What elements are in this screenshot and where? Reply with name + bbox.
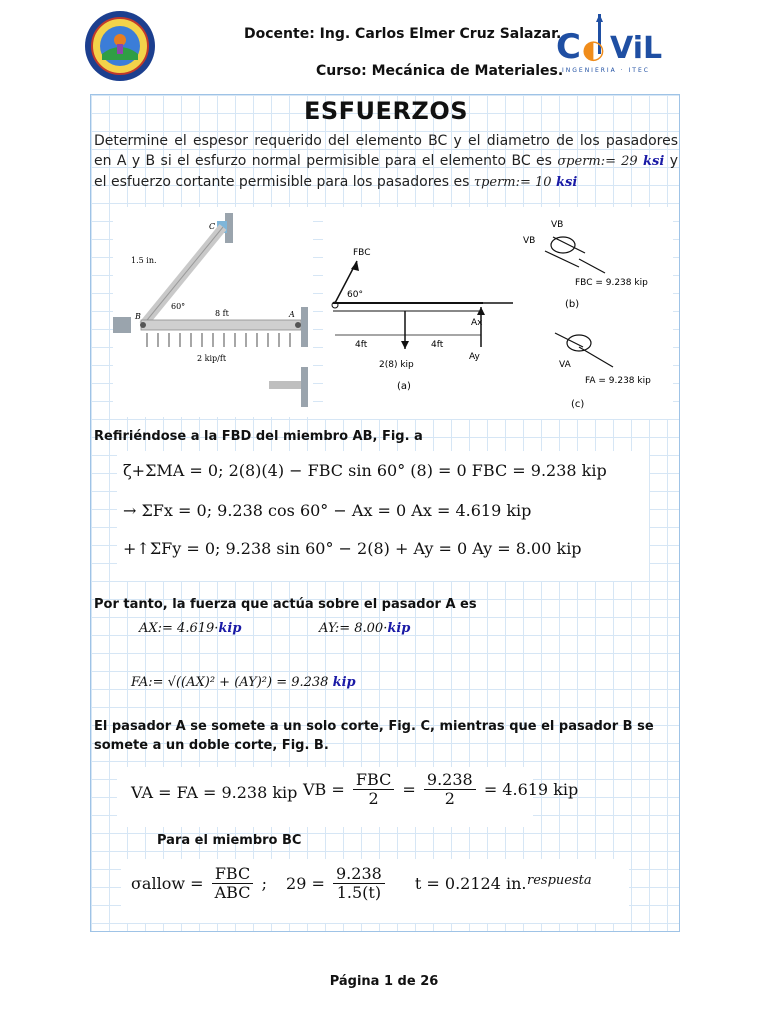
tau-unit: ksi: [556, 175, 578, 190]
fbc-value-b: FBC = 9.238 kip: [575, 278, 648, 288]
fa-unit: kip: [332, 675, 356, 690]
mid-fraction: [333, 865, 385, 902]
curso-line: Curso: Mecánica de Materiales.: [316, 63, 564, 79]
sigma-lhs: σallow =: [131, 874, 204, 893]
label-b: B: [135, 312, 141, 321]
problem-statement: [94, 131, 678, 193]
label-a: A: [289, 310, 295, 319]
shear-equations: [117, 767, 579, 827]
fbc-label: FBC: [353, 248, 371, 258]
eq-vb: VB = $\frac{\text{FBC}}{2}$ = $\frac{9.238}{2}$ = 4.619 kip: [303, 770, 579, 808]
mid-den: 1.5(t): [336, 883, 382, 902]
fa-assign: [131, 675, 356, 690]
vb-result: = 4.619 kip: [483, 780, 579, 799]
ay-unit: kip: [387, 621, 411, 636]
length-label: 8 ft: [215, 309, 229, 318]
eq-sum-fy: +↑ΣFy = 0; 9.238 sin 60° − 2(8) + Ay = 0 Ay = 8.00 kip: [123, 539, 582, 558]
ay-label: Ay: [469, 352, 480, 362]
svg-text:INGENIERIA · ITEC: INGENIERIA · ITEC: [562, 67, 650, 74]
dim-4ft-2: 4ft: [431, 340, 444, 350]
page-footer: Página 1 de 26: [329, 974, 439, 989]
vb-mid-fraction: [424, 771, 476, 808]
vb-label-2: VB: [523, 236, 536, 246]
fa-value-c: FA = 9.238 kip: [585, 376, 651, 386]
ay-expr: AY:= 8.00·: [319, 621, 388, 636]
ax-unit: kip: [218, 621, 242, 636]
eq-va: VA = FA = 9.238 kip: [131, 783, 298, 802]
tau-perm: τperm:= 10: [473, 175, 552, 190]
caption-a: (a): [397, 381, 411, 392]
sigma-num: FBC: [212, 865, 254, 884]
equilibrium-equations: [117, 451, 649, 581]
stress-equation: [121, 859, 629, 923]
mid-num: 9.238: [333, 865, 385, 884]
heading-force-pin-a: Por tanto, la fuerza que actúa sobre el pasador A es: [94, 597, 477, 612]
page-header: [0, 0, 768, 92]
ax-assign: [139, 621, 241, 636]
sigma-den: ABC: [214, 883, 251, 902]
docente-line: Docente: Ing. Carlos Elmer Cruz Salazar.: [244, 26, 562, 42]
heading-member-bc: Para el miembro BC: [157, 833, 302, 848]
ax-label: Ax: [471, 318, 483, 328]
page-title: ESFUERZOS: [303, 97, 469, 125]
vb-mid-num: 9.238: [424, 771, 476, 790]
svg-text:ViL: ViL: [610, 31, 663, 66]
svg-text:C: C: [556, 27, 581, 67]
dim-thickness: 1.5 in.: [131, 256, 157, 265]
vb-lhs: VB =: [303, 780, 345, 799]
angle-label-fbd: 60°: [347, 290, 363, 300]
fa-expr: FA:= √((AX)² + (AY)²) = 9.238: [131, 675, 329, 690]
angle-label: 60°: [171, 302, 186, 311]
eq-moment: ζ+ΣMA = 0; 2(8)(4) − FBC sin 60° (8) = 0 FBC = 9.238 kip: [123, 461, 607, 480]
vb-num: FBC: [353, 771, 394, 790]
respuesta-label: respuesta: [527, 873, 592, 888]
civil-logo-icon: [554, 12, 676, 78]
problem-text-2: y el esfuerzo cortante permisible para los pasadores es: [94, 153, 678, 190]
vb-label: VB: [551, 220, 564, 230]
load-label: 2 kip/ft: [197, 354, 227, 363]
svg-text:◐: ◐: [582, 35, 605, 65]
worksheet: [90, 94, 680, 932]
dim-4ft-1: 4ft: [355, 340, 368, 350]
vb-mid-den: 2: [444, 789, 455, 808]
free-body-diagrams-figure: [323, 207, 673, 419]
sigma-unit: ksi: [643, 154, 665, 169]
va-label: VA: [559, 360, 571, 370]
vb-den: 2: [368, 789, 379, 808]
sigma-fraction: [212, 865, 254, 902]
vb-fraction: [353, 771, 394, 808]
t-result: t = 0.2124 in.: [414, 874, 527, 893]
eq-sigma: σallow = $\frac{\text{FBC}}{\text{ABC}}$ ; 29 = $\frac{9.238}{1.5(t)}$ t = 0.2124 in.: [131, 864, 527, 902]
university-seal-icon: [84, 10, 156, 82]
ax-expr: AX:= 4.619·: [139, 621, 219, 636]
caption-b: (b): [565, 299, 580, 310]
ay-assign: [319, 621, 410, 636]
label-c: C: [209, 222, 216, 231]
caption-c: (c): [571, 399, 585, 410]
mid-lhs: 29 =: [286, 874, 325, 893]
heading-shear-pins: El pasador A se somete a un solo corte, Fig. C, mientras que el pasador B se somete a un doble corte, Fig. B.: [94, 719, 654, 753]
structure-figure: [113, 207, 313, 417]
heading-fbd-ab: Refiriéndose a la FBD del miembro AB, Fig. a: [94, 429, 423, 444]
sigma-perm: σperm:= 29: [557, 154, 638, 169]
problem-text-1: Determine el espesor requerido del elemento BC y el diametro de los pasadores en A y B si el esfurzo normal permisible para el elemento BC es: [94, 133, 678, 169]
load-2-8: 2(8) kip: [379, 360, 414, 370]
eq-sum-fx: → ΣFx = 0; 9.238 cos 60° − Ax = 0 Ax = 4.619 kip: [123, 501, 532, 520]
